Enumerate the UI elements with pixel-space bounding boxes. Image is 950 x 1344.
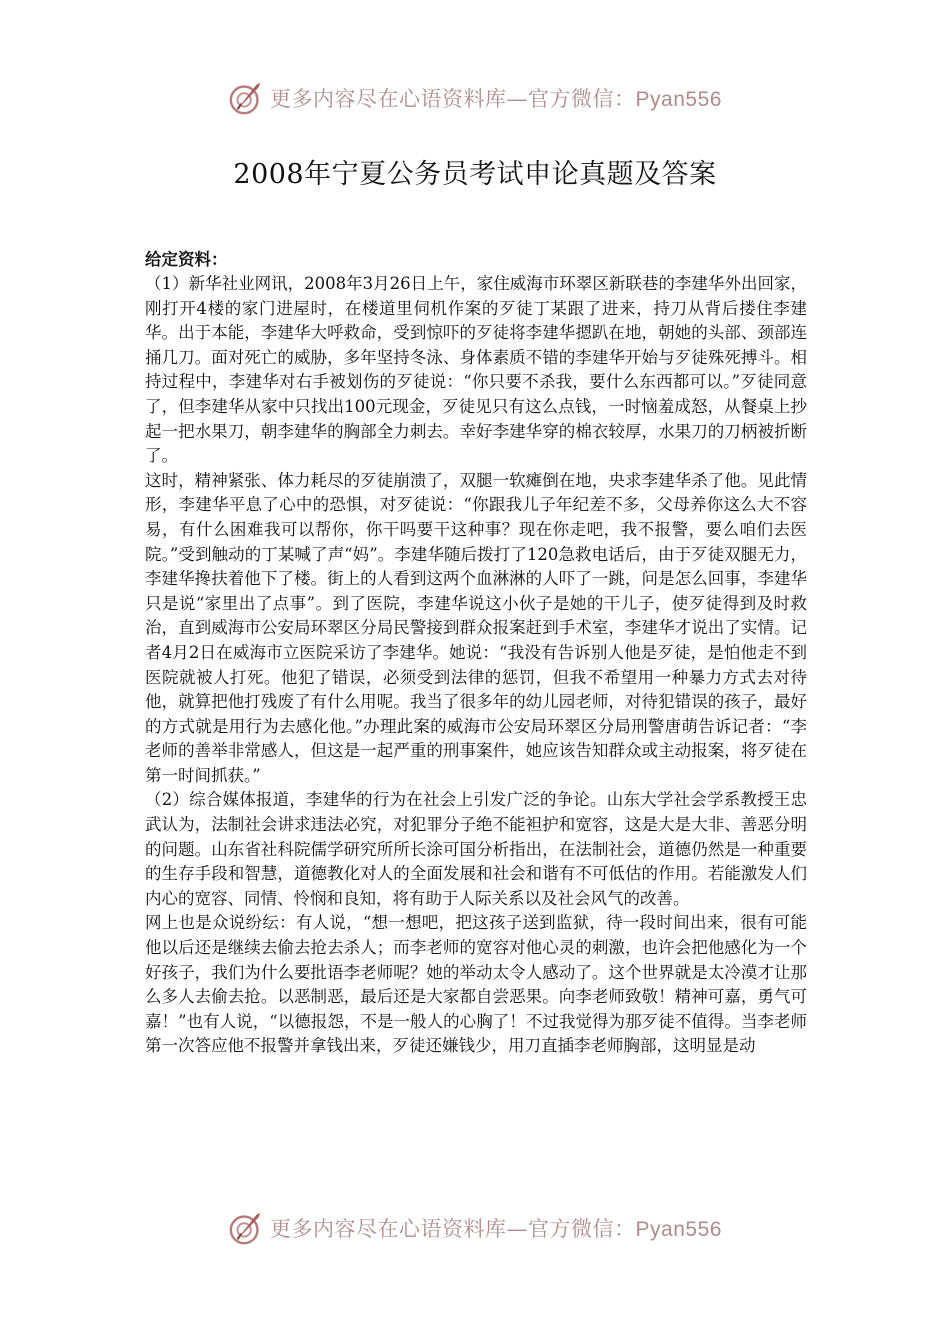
section-label: 给定资料： (145, 250, 228, 269)
paragraph-3: （2）综合媒体报道，李建华的行为在社会上引发广泛的争论。山东大学社会学系教授王忠武认为，法制社会讲求违法必究，对犯罪分子绝不能袒护和宽容，这是大是大非、善恶分明的问题。山东省社科院儒学研究所所长涂可国分析指出，在法制社会，道德仍然是一种重要的生存手段和智慧，道德教化对人的全面发展和社会和谐有不可低估的作用。若能激发人们内心的宽容、同情、怜悯和良知，将有助于人际关系以及社会风气的改善。 (145, 790, 807, 908)
header-banner (0, 78, 950, 118)
document-title: 2008年宁夏公务员考试申论真题及答案 (233, 159, 717, 190)
footer-banner-wechat-id: Pyan556 (635, 1218, 722, 1241)
header-banner-wechat-id: Pyan556 (635, 88, 722, 111)
footer-banner-cn: 更多内容尽在心语资料库—官方微信： (270, 1217, 636, 1241)
quill-pen-logo-icon (228, 79, 266, 117)
quill-pen-logo-icon (228, 1209, 266, 1247)
paragraph-1: （1）新华社业网讯，2008年3月26日上午，家住威海市环翠区新联巷的李建华外出回家，刚打开4楼的家门进屋时，在楼道里伺机作案的歹徒丁某跟了进来，持刀从背后搂住李建华。出于本能，李建华大呼救命，受到惊吓的歹徒将李建华摁趴在地，朝她的头部、颈部连捅几刀。面对死亡的威胁，多年坚持冬泳、身体素质不错的李建华开始与歹徒殊死搏斗。相持过程中，李建华对右手被划伤的歹徒说：“你只要不杀我，要什么东西都可以。”歹徒同意了，但李建华从家中只找出100元现金，歹徒见只有这么点钱，一时恼羞成怒，从餐桌上抄起一把水果刀，朝李建华的胸部全力刺去。幸好李建华穿的棉衣较厚，水果刀的刀柄被折断了。 (145, 274, 807, 466)
header-banner-cn: 更多内容尽在心语资料库—官方微信： (270, 87, 636, 111)
header-banner-text (270, 83, 722, 113)
paragraph-2: 这时，精神紧张、体力耗尽的歹徒崩溃了，双腿一软瘫倒在地，央求李建华杀了他。见此情形，李建华平息了心中的恐惧，对歹徒说：“你跟我儿子年纪差不多，父母养你这么大不容易，有什么困难我可以帮你，你干吗要干这种事？现在你走吧，我不报警，要么咱们去医院。”受到触动的丁某喊了声“妈”。李建华随后拨打了120急救电话后，由于歹徒双腿无力，李建华搀扶着他下了楼。街上的人看到这两个血淋淋的人吓了一跳，问是怎么回事，李建华只是说“家里出了点事”。到了医院，李建华说这小伙子是她的干儿子，使歹徒得到及时救治，直到威海市公安局环翠区分局民警接到群众报案赶到手术室，李建华才说出了实情。记者4月2日在威海市立医院采访了李建华。她说：“我没有告诉别人他是歹徒，是怕他走不到医院就被人打死。他犯了错误，必须受到法律的惩罚，但我不希望用一种暴力方式去对待他，就算把他打残废了有什么用呢。我当了很多年的幼儿园老师，对待犯错误的孩子，最好的方式就是用行为去感化他。”办理此案的威海市公安局环翠区分局刑警唐萌告诉记者：“李老师的善举非常感人，但这是一起严重的刑事案件，她应该告知群众或主动报案，将歹徒在第一时间抓获。” (145, 470, 807, 785)
paragraph-4: 网上也是众说纷纭：有人说，“想一想吧，把这孩子送到监狱，待一段时间出来，很有可能他以后还是继续去偷去抢去杀人；而李老师的宽容对他心灵的刺激，也许会把他感化为一个好孩子，我们为什么要批语李老师呢？她的举动太令人感动了。这个世界就是太冷漠才让那么多人去偷去抢。以恶制恶，最后还是大家都自尝恶果。向李老师致敬！精神可嘉，勇气可嘉！”也有人说，“以德报怨，不是一般人的心胸了！不过我觉得为那歹徒不值得。当李老师第一次答应他不报警并拿钱出来，歹徒还嫌钱少，用刀直插李老师胸部，这明显是动 (145, 913, 807, 1056)
document-body (145, 247, 807, 1059)
footer-banner-text (270, 1213, 722, 1243)
footer-banner (0, 1208, 950, 1248)
